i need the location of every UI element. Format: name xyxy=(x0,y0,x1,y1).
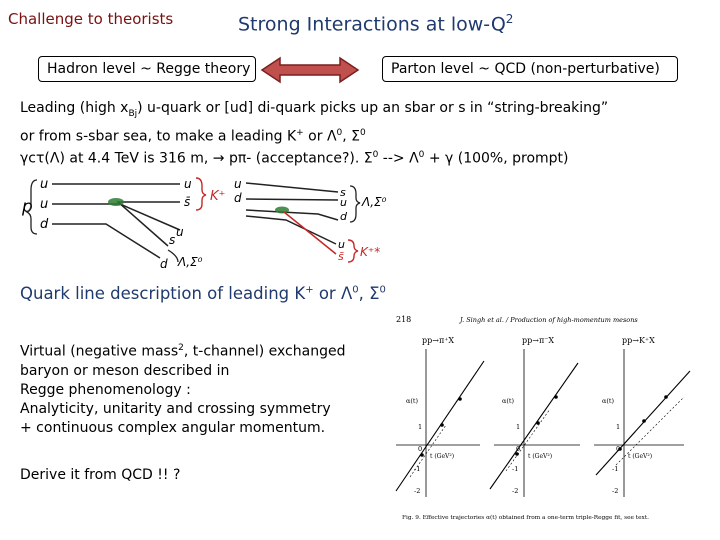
diagram-k-plus: K⁺ xyxy=(210,189,226,204)
title-superscript: 2 xyxy=(505,12,514,26)
panel3-title: pp→K⁺X xyxy=(622,336,655,345)
panel2-title: pp→π⁻X xyxy=(522,336,555,345)
derive-text: Derive it from QCD !! ? xyxy=(20,467,181,483)
r-lambda-brace xyxy=(350,186,360,222)
panel2-tick-m1: -1 xyxy=(512,465,519,473)
regge-line-1-sup: 2 xyxy=(178,343,184,353)
body-line-2-sup-2: 0 xyxy=(336,127,343,138)
panel2-band xyxy=(506,409,553,471)
diagram-r-u3: u xyxy=(338,238,345,251)
regge-line-1 xyxy=(20,339,380,362)
body-line-3-c: --> Λ xyxy=(378,151,419,168)
panel1-title: pp→π⁺X xyxy=(422,336,455,345)
diagram-r-u1: u xyxy=(234,177,242,191)
body-line-2 xyxy=(20,124,710,147)
diagram-r-u2: u xyxy=(340,196,347,209)
r-quark-line-d1 xyxy=(246,199,338,200)
panel1-trajectory xyxy=(396,361,484,491)
body-line-3-a: γcτ(Λ) at 4.4 TeV is 316 m, xyxy=(20,151,213,168)
panel1-point xyxy=(458,397,462,401)
diagram-r-s2: s̄ xyxy=(338,250,344,263)
body-line-2-b: or Λ xyxy=(303,128,337,145)
panel3-point xyxy=(642,419,646,423)
double-arrow-icon xyxy=(260,55,360,85)
diagram-u1: u xyxy=(40,177,49,192)
body-line-1-a: Leading (high x xyxy=(20,100,129,116)
diagram-d-lower: d xyxy=(160,257,168,271)
body-line-1 xyxy=(20,99,710,124)
parton-level-box xyxy=(382,56,678,82)
panel3-tick-1: 1 xyxy=(616,423,621,431)
panel2-tick-0: 0 xyxy=(516,445,521,453)
diagram-caption xyxy=(20,284,386,303)
figure-panel-1 xyxy=(396,336,484,497)
r-k-line-sbar xyxy=(284,212,336,254)
regge-line-2: baryon or meson described in xyxy=(20,362,230,379)
panel1-point xyxy=(440,423,444,427)
diagram-s-bar: s̄ xyxy=(184,195,191,209)
regge-line-1-b: , t-channel) exchanged xyxy=(183,343,346,360)
regge-line-5: + continuous complex angular momentum. xyxy=(20,419,326,436)
body-line-2-a: or from s-sbar sea, to make a leading K xyxy=(20,128,297,145)
r-string-break-blob xyxy=(275,207,289,214)
figure-page-number: 218 xyxy=(396,315,412,324)
diagram-r-d1: d xyxy=(234,191,242,205)
panel3-tick-0: 0 xyxy=(616,445,621,453)
figure-caption: Fig. 9. Effective trajectories α(t) obtained from a one-term triple-Regge fit, see text. xyxy=(402,515,649,521)
hadron-level-box xyxy=(38,56,256,82)
diagram-p-label: p xyxy=(22,197,33,217)
regge-text xyxy=(20,339,380,438)
quark-line-d1 xyxy=(52,224,160,258)
panel3-xlabel: t (GeV²) xyxy=(628,453,653,460)
double-arrow-shape xyxy=(262,58,358,82)
diagram-r-k: K⁺* xyxy=(360,245,381,259)
parton-level-label: Parton level ~ QCD (non-perturbative) xyxy=(391,61,660,77)
caption-text-c: , Σ xyxy=(358,284,380,303)
regge-line-4: Analyticity, unitarity and crossing symmetry xyxy=(20,400,331,417)
body-line-2-sup-1: + xyxy=(296,127,304,138)
panel2-point xyxy=(536,421,540,425)
panel3-tick-m2: -2 xyxy=(612,487,619,495)
body-line-3-sup-1: 0 xyxy=(372,150,379,161)
diagram-s-lower: s xyxy=(169,233,176,247)
regge-line-1-a: Virtual (negative mass xyxy=(20,343,179,360)
caption-text-a: Quark line description of leading K xyxy=(20,284,306,303)
k-plus-brace xyxy=(196,178,206,210)
diagram-d1: d xyxy=(40,217,49,232)
panel2-xlabel: t (GeV²) xyxy=(528,453,553,460)
panel2-tick-m2: -2 xyxy=(512,487,519,495)
regge-trajectory-figure xyxy=(372,313,712,531)
diagram-r-s: s xyxy=(340,186,346,199)
panel1-tick-m2: -2 xyxy=(414,487,421,495)
diagram-r-lambda: Λ,Σ⁰ xyxy=(362,195,387,209)
body-line-3-sup-2: 0 xyxy=(418,150,425,161)
caption-sup-1: + xyxy=(305,284,314,296)
body-line-2-sup-3: 0 xyxy=(360,127,366,138)
panel3-tick-m1: -1 xyxy=(612,465,619,473)
panel2-tick-1: 1 xyxy=(516,423,521,431)
diagram-r-d2: d xyxy=(340,210,347,223)
panel1-point xyxy=(420,453,424,457)
panel2-point xyxy=(554,395,558,399)
panel1-tick-0: 0 xyxy=(418,445,423,453)
hadron-level-label: Hadron level ~ Regge theory xyxy=(47,61,251,77)
figure-panel-3 xyxy=(594,336,690,497)
diagram-lambda-sigma: Λ,Σ⁰ xyxy=(178,255,203,269)
body-line-3 xyxy=(20,146,710,169)
panel1-tick-m1: -1 xyxy=(414,465,421,473)
body-line-3-b: pπ- (acceptance?). Σ xyxy=(224,151,373,168)
panel3-ylabel: α(t) xyxy=(602,397,615,405)
panel1-ylabel: α(t) xyxy=(406,397,419,405)
body-line-1-b: ) u-quark or [ud] di-quark picks up an sbar or s in “string-breaking” xyxy=(137,100,609,116)
quark-line-diagram xyxy=(18,172,398,272)
slide-title xyxy=(238,12,513,35)
caption-sup-2: 0 xyxy=(352,284,359,296)
regge-line-3: Regge phenomenology : xyxy=(20,381,191,398)
diagram-u2: u xyxy=(40,197,49,212)
panel1-xlabel: t (GeV²) xyxy=(430,453,455,460)
right-arrow-icon: → xyxy=(212,151,225,168)
panel2-trajectory xyxy=(490,363,578,489)
body-text xyxy=(20,99,710,169)
diagram-u-bar: u xyxy=(184,177,192,191)
body-line-2-c: , Σ xyxy=(342,128,361,145)
caption-sup-3: 0 xyxy=(379,284,386,296)
quark-line-u2 xyxy=(52,204,180,230)
r-quark-line-u1 xyxy=(246,183,338,192)
lambda-brace xyxy=(168,250,178,262)
panel2-ylabel: α(t) xyxy=(502,397,515,405)
title-main: Strong Interactions at low-Q xyxy=(238,13,506,36)
bj-subscript: Bj xyxy=(128,108,138,119)
corner-label: Challenge to theorists xyxy=(8,10,174,28)
figure-running-head: J. Singh et al. / Production of high-momentum mesons xyxy=(460,316,638,324)
r-k-line-u xyxy=(246,216,336,244)
panel3-point xyxy=(664,395,668,399)
panel1-tick-1: 1 xyxy=(418,423,423,431)
body-line-3-d: + γ (100%, prompt) xyxy=(424,151,569,168)
figure-panel-2 xyxy=(490,336,580,497)
diagram-u-lower: u xyxy=(176,225,184,239)
r-k-brace xyxy=(348,240,358,262)
string-break-blob xyxy=(108,198,124,206)
caption-text-b: or Λ xyxy=(313,284,353,303)
